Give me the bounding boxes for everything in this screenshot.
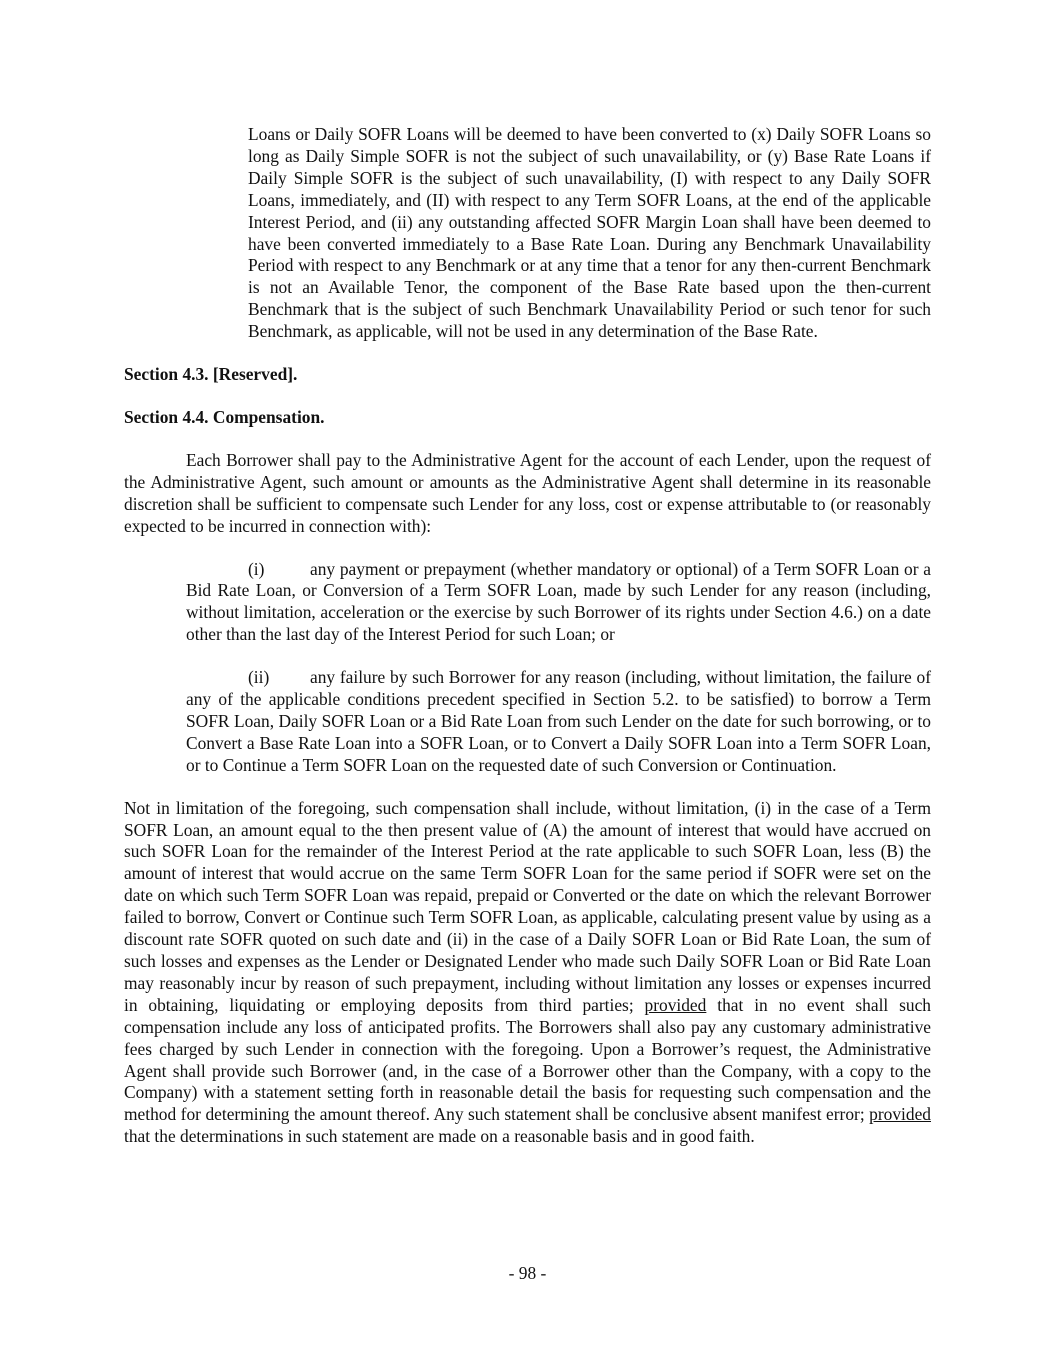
list-item-text: any payment or prepayment (whether mandatory or optional) of a Term SOFR Loan or a Bid Rate Loan, or Conversion of a Term SOFR Loan, made by such Lender for any reason (including, without limitation, acceleration or the exercise by such Borrower of its rights under Section 4.6.) on a date other than the last day of the Interest Period for such Loan; or (186, 558, 931, 645)
list-item-text: any failure by such Borrower for any reason (including, without limitation, the failure of any of the applicable conditions precedent specified in Section 5.2. to be satisfied) to borrow a Term SOFR Loan, Daily SOFR Loan or a Bid Rate Loan from such Lender on the date for such borrowing, or to Convert a Base Rate Loan into a SOFR Loan, or to Convert a Daily SOFR Loan into a Term SOFR Loan, or to Continue a Term SOFR Loan on the requested date of such Conversion or Continuation. (186, 667, 931, 775)
continuation-paragraph: Loans or Daily SOFR Loans will be deemed to have been converted to (x) Daily SOFR Loans so long as Daily Simple SOFR is not the subject of such unavailability, or (y) Base Rate Loans if Daily Simple SOFR is the subject of such unavailability, (I) with respect to any Daily SOFR Loans, immediately, and (II) with respect to any Term SOFR Loans, at the end of the applicable Interest Period, and (ii) any outstanding affected SOFR Margin Loan shall have been deemed to have been converted immediately to a Base Rate Loan. During any Benchmark Unavailability Period with respect to any Benchmark or at any time that a tenor for any then-current Benchmark is not an Available Tenor, the component of the Base Rate based upon the then-current Benchmark that is the subject of such Benchmark Unavailability Period or such tenor for such Benchmark, as applicable, will not be used in any determination of the Base Rate. (248, 124, 931, 342)
list-item-number: (i) (248, 558, 265, 579)
closing-text-part-2: that in no event shall such compensation include any loss of anticipated profits. The Borrowers shall also pay any customary administrative fees charged by such Lender in connection with the foregoing. Upon a Borrower’s request, the Administrative Agent shall provide such Borrower (and, in the case of a Borrower other than the Company, with a copy to the Company) with a statement setting forth in reasonable detail the basis for requesting such compensation and the method for determining the amount thereof. Any such statement shall be conclusive absent manifest error; (124, 994, 931, 1125)
compensation-intro-paragraph: Each Borrower shall pay to the Administrative Agent for the account of each Lender, upon the request of the Administrative Agent, such amount or amounts as the Administrative Agent shall determine in its reasonable discretion shall be sufficient to compensate such Lender for any loss, cost or expense attributable to (or reasonably expected to be incurred in connection with): (124, 449, 931, 536)
list-item-number: (ii) (248, 667, 270, 688)
closing-paragraph (124, 798, 931, 1149)
closing-text-part-3: that the determinations in such statement are made on a reasonable basis and in good faith. (124, 1126, 755, 1147)
document-page (124, 124, 931, 1148)
list-item (186, 667, 931, 777)
closing-text-part-1: Not in limitation of the foregoing, such compensation shall include, without limitation, (i) in the case of a Term SOFR Loan, an amount equal to the then present value of (A) the amount of interest that would have accrued on such SOFR Loan for the remainder of the Interest Period at the rate applicable to such SOFR Loan, less (B) the amount of interest that would accrue on the same Term SOFR Loan for the same period if SOFR were set on the date on which such Term SOFR Loan was repaid, prepaid or Converted or the date on which the relevant Borrower failed to borrow, Convert or Continue such Term SOFR Loan, as applicable, calculating present value by using as a discount rate SOFR quoted on such date and (ii) in the case of a Daily SOFR Loan or Bid Rate Loan, the sum of such losses and expenses as the Lender or Designated Lender who made such Daily SOFR Loan or Bid Rate Loan may reasonably incur by reason of such prepayment, including without limitation any losses or expenses incurred in obtaining, liquidating or employing deposits from third parties; (124, 797, 931, 1015)
section-4-4-heading: Section 4.4. Compensation. (124, 406, 325, 427)
page-number: - 98 - (508, 1263, 547, 1283)
list-item (186, 559, 931, 647)
provided-term-2: provided (869, 1104, 931, 1125)
provided-term-1: provided (644, 994, 707, 1015)
section-4-3-heading: Section 4.3. [Reserved]. (124, 364, 298, 385)
